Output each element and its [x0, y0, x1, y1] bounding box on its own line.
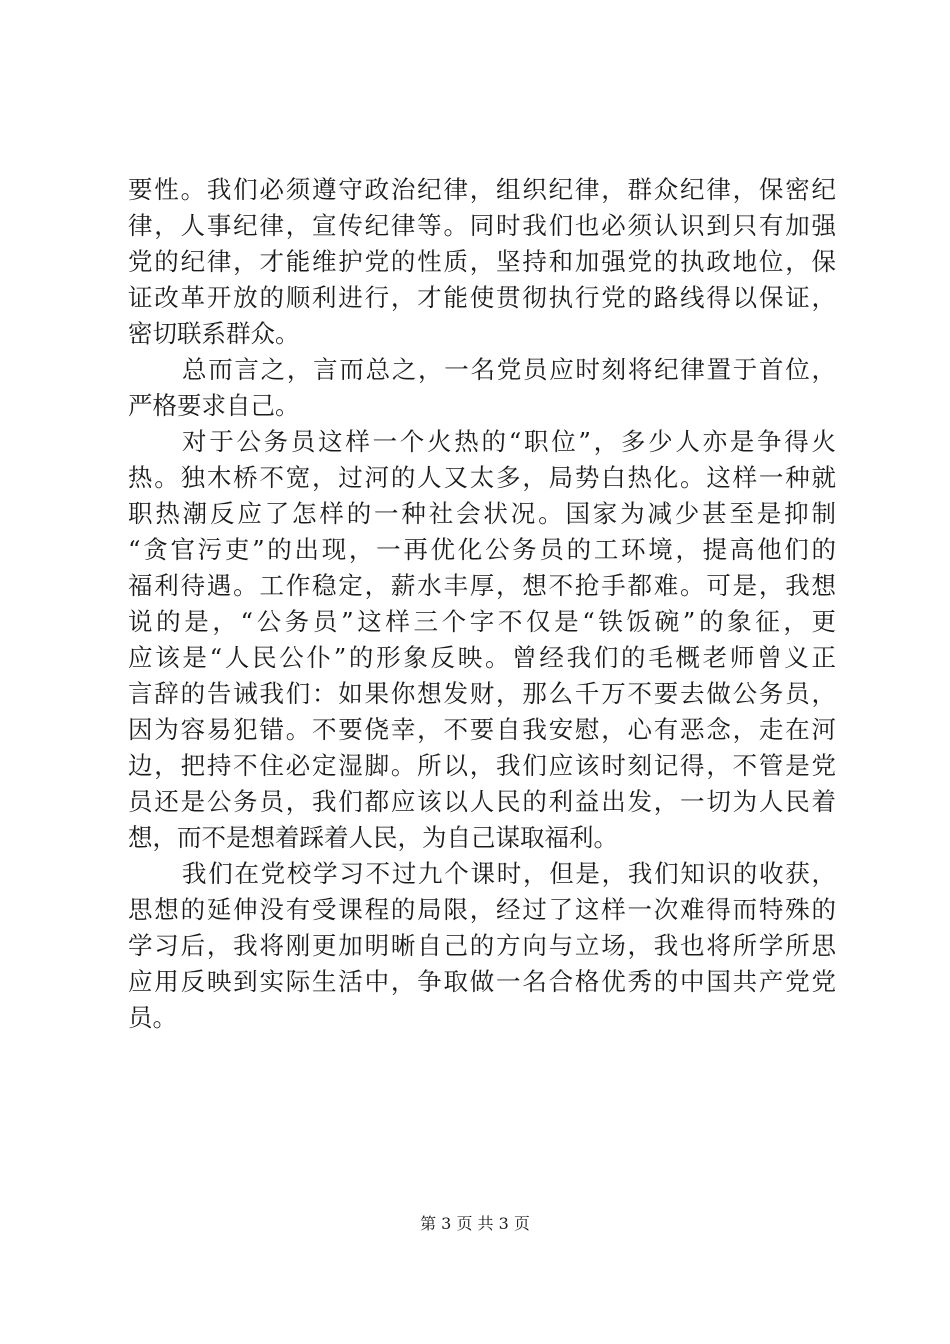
text-line: 热。独木桥不宽，过河的人又太多，局势白热化。这样一种就: [128, 463, 836, 492]
text-line: 想，而不是想着踩着人民，为自己谋取福利。: [128, 823, 618, 852]
text-line: 党的纪律，才能维护党的性质，坚持和加强党的执政地位，保: [128, 247, 836, 276]
paragraph: [128, 172, 836, 352]
text-line: 思想的延伸没有受课程的局限，经过了这样一次难得而特殊的: [128, 895, 836, 924]
text-line: 密切联系群众。: [128, 319, 300, 348]
paragraph: [128, 424, 836, 856]
text-line: 言辞的告诫我们：如果你想发财，那么千万不要去做公务员，: [128, 679, 836, 708]
text-line: 严格要求自己。: [128, 391, 300, 420]
text-line: 边，把持不住必定湿脚。所以，我们应该时刻记得，不管是党: [128, 751, 836, 780]
text-line: 应该是“人民公仆”的形象反映。曾经我们的毛概老师曾义正: [128, 643, 836, 672]
text-line: 职热潮反应了怎样的一种社会状况。国家为减少甚至是抑制: [128, 499, 836, 528]
text-line: “贪官污吏”的出现，一再优化公务员的工环境，提高他们的: [128, 535, 836, 564]
text-line: 我们在党校学习不过九个课时，但是，我们知识的收获，: [182, 859, 836, 888]
text-line: 总而言之，言而总之，一名党员应时刻将纪律置于首位，: [182, 355, 836, 384]
text-line: 对于公务员这样一个火热的“职位”，多少人亦是争得火: [182, 427, 836, 456]
text-line: 因为容易犯错。不要侥幸，不要自我安慰，心有恶念，走在河: [128, 715, 836, 744]
text-line: 证改革开放的顺利进行，才能使贯彻执行党的路线得以保证，: [128, 283, 836, 312]
text-line: 律，人事纪律，宣传纪律等。同时我们也必须认识到只有加强: [128, 211, 836, 240]
text-line: 要性。我们必须遵守政治纪律，组织纪律，群众纪律，保密纪: [128, 175, 836, 204]
document-body: [128, 172, 836, 1036]
paragraph: [128, 856, 836, 1036]
text-line: 说的是，“公务员”这样三个字不仅是“铁饭碗”的象征，更: [128, 607, 836, 636]
text-line: 员。: [128, 1003, 177, 1032]
text-line: 福利待遇。工作稳定，薪水丰厚，想不抢手都难。可是，我想: [128, 571, 836, 600]
text-line: 学习后，我将刚更加明晰自己的方向与立场，我也将所学所思: [128, 931, 836, 960]
paragraph: [128, 352, 836, 424]
text-line: 应用反映到实际生活中，争取做一名合格优秀的中国共产党党: [128, 967, 836, 996]
text-line: 员还是公务员，我们都应该以人民的利益出发，一切为人民着: [128, 787, 836, 816]
page-footer: 第 3 页 共 3 页: [420, 1214, 530, 1233]
